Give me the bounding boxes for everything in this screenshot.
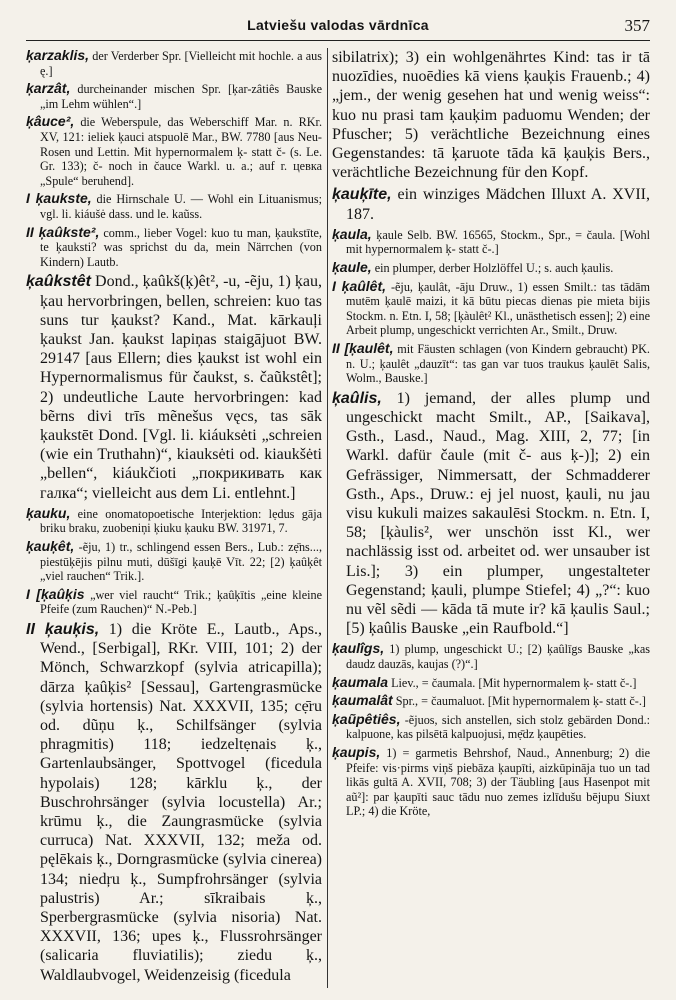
- dictionary-entry-kaukis: [26, 587, 322, 617]
- dictionary-entry-kaumalat: [332, 693, 650, 709]
- dictionary-entry-karzaklis: [26, 48, 322, 78]
- entry-headword: ķaupis,: [332, 743, 381, 760]
- entry-definition: -ẽju, ķaulât, -āju Druw., 1) essen Smilt.: tas tādām mutēm ķaulē maizi, it kā būtu piecas dienas pie mieta bijis Stockm. n. Etn. I, 58; [ķàulêt² Kl., unästhetisch essen]; 2) eine Arbeit plump, ungeschickt verrichten Ar., Smilt., Druw.: [346, 279, 650, 338]
- entry-headword: ķarzât,: [26, 80, 71, 97]
- entry-definition: 1) die Kröte E., Lautb., Aps., Wend., [Serbigal], RKr. VIII, 101; 2) der Mönch, Schwarzkopf (sylvia atricapilla); dārza ķaûķis² [Sessau], Gartengrasmücke (sylvia hortensis) Nat. XXXVII, 135; cẹ̄ru od. dũņu ķ., Schilfsänger (sylvia phragmitis) 118; iedzeltẹnais ķ., Gartenlaubsänger, Spottvogel (ficedula hypolais) 128; kārklu ķ., der Buschrohrsänger (sylvia locustella) Ar.; krūmu ķ., die Zaungrasmücke (sylvia curruca) Nat. XXXVII, 132; meža od. pęlēkais ķ., Dorngrasmücke (sylvia cinerea) 134; niedŗu ķ., Sumpfrohrsänger (sylvia palustris) Ar.; sīkraibais ķ., Sperbergrasmücke (sylvia nisoria) Nat. XXXVII, 136; upes ķ., Flussrohrsänger (salicaria fluviatilis); ziedu ķ., Waldlaubvogel, Weidenzeisig (ficedula: [40, 620, 322, 984]
- dictionary-entry-kaukis2: [26, 620, 322, 985]
- entry-headword: ķarzaklis,: [26, 48, 90, 63]
- entry-definition: die Weberspule, das Weberschiff Mar. n. RKr. XV, 121: ieliek ķauci atspuolē Mar., BW. 7780 [aus Neu-Rosen und Lettin. Mit hypernormalem ķ- statt č- (s. Le. Gr. 133); č- noch in čauce Warkl. u. a.; auf r. цевка „Spule“ beruhend].: [40, 115, 322, 188]
- entry-headword: ķaũpêtiês,: [332, 710, 401, 727]
- entry-definition: durcheinander mischen Spr. [ķar-zâtiês Bauske „im Lehm wühlen“.]: [40, 82, 322, 111]
- entry-definition: ein winziges Mädchen Illuxt A. XVII, 187.: [346, 186, 650, 223]
- dictionary-entry-kauligs: [332, 641, 650, 671]
- entry-headword: ķâuce²,: [26, 113, 75, 130]
- dictionary-entry-kauce: [26, 114, 322, 188]
- running-title: Latviešu valodas vārdnīca: [247, 17, 429, 33]
- entry-headword: ķaule,: [332, 259, 372, 276]
- entry-definition: „wer viel raucht“ Trik.; ķaûķītis „eine kleine Pfeife (zum Rauchen)“ N.-Peb.]: [40, 587, 322, 617]
- dictionary-entry-kaukite: [332, 185, 650, 223]
- entry-definition: Liev., = čaumala. [Mit hypernormalem ķ- statt č-.]: [388, 675, 637, 690]
- entry-headword: ķaûlis,: [332, 389, 382, 407]
- entry-definition: sibilatrix); 3) ein wohlgenährtes Kind: tas ir tā nuozīdies, nuoēdies kā viens ķauķis Frauenb.; 4) „jem., der wenig gesehen hat und wenig weiss“: kuo nu prasi tam ķauķim paduomu Wenden; der Pfuscher; 5) verächtliche Bezeichnung eines Gegenstandes: tā ķaruote tāda kā ķauķis Bers., verächtliche Bezeichnung für den Kopf.: [332, 49, 650, 182]
- entry-headword: I ķaukste,: [26, 190, 92, 207]
- dictionary-entry-kaukste2: [26, 225, 322, 270]
- entry-definition: -ẽjuos, sich anstellen, sich stolz gebärden Dond.: kalpuone, kas pilsētā kalpuojusi, mẹ̄dz ķaupēties.: [346, 712, 650, 742]
- entry-headword: ķaumalât: [332, 692, 393, 709]
- entry-definition: comm., lieber Vogel: kuo tu man, ķaukstīte, te ķauksti? was sprichst du da, mein Närrchen (von Kindern) Lautb.: [40, 225, 322, 269]
- entry-headword: ķauķêt,: [26, 537, 75, 554]
- dictionary-entry-kaula: [332, 227, 650, 257]
- entry-headword: I [ķaûķis: [26, 585, 85, 602]
- dictionary-page: [26, 16, 650, 988]
- entry-definition: ķaule Selb. BW. 16565, Stockm., Spr., = čaula. [Wohl mit hypernormalem ķ- statt č-.]: [346, 227, 650, 257]
- entry-definition: der Verderber Spr. [Vielleicht mit hochle. a aus ę.]: [40, 49, 322, 78]
- dictionary-entry-kaulet: [332, 279, 650, 338]
- entry-headword: ķauku,: [26, 504, 71, 521]
- entry-definition: ein plumper, derber Holzlöffel U.; s. auch ķaulis.: [371, 261, 614, 276]
- entry-definition: -ẽju, 1) tr., schlingend essen Bers., Lub.: zẹ̄ns..., piestūķējis pilnu muti, dūšīgi ķauķē Vīt. 22; [2) ķaûķêt „viel rauchen“ Trik.].: [40, 539, 322, 584]
- entry-headword: II [ķaulêt,: [332, 339, 394, 356]
- entry-headword: II ķauķis,: [26, 620, 100, 638]
- entry-definition: mit Fäusten schlagen (von Kindern gebraucht) PK. n. U.; ķaulêt „dauzīt“: tas gan var tuos traukus ķaulēt Salis, Wolm., Bauske.]: [346, 341, 650, 386]
- entry-headword: II ķaûkste²,: [26, 223, 100, 240]
- entry-headword: ķaulîgs,: [332, 640, 385, 657]
- entry-headword: ķaula,: [332, 225, 372, 242]
- page-header: [26, 16, 650, 41]
- entry-definition: Dond., ķaûkš(ķ)êt², -u, -ẽju, 1) ķau, ķau hervorbringen, bellen, schreien: kuo tas suns tur ķaukst? Kand., Mat. kārkauļi ķaukst Jan. ķaukst lapiņas staigājuot BW. 29147 [aus Ellern; dies ķaukst ist wohl ein Hypernormalismus für čaukst, s. čaũkstêt]; 2) undeutliche Laute hervorbringen: kad bẽrns divi trīs mẽnešus vęcs, tas sāk ķaukstēt Dond. [Vgl. li. kiáuksėti „schreien (wie ein Truthahn)“, kiauksėti od. kiaukšėti „bellen“, kiáukčioti „покрикивать как галка“; vielleicht aus dem Li. entlehnt.]: [40, 273, 322, 502]
- entry-headword: ķauķīte,: [332, 186, 392, 204]
- dictionary-entry-karzat: [26, 81, 322, 111]
- dictionary-entry-kaulet2: [332, 341, 650, 386]
- column-divider: [327, 48, 328, 988]
- dictionary-entry-kaule: [332, 260, 650, 276]
- entry-definition: die Hirnschale U. — Wohl ein Lituanismus; vgl. li. kiáušė dass. und le. kaũss.: [40, 192, 322, 221]
- entry-definition: eine onomatopoetische Interjektion: lẹdus gāja briku braku, zuobeniņi ķiuku ķauku BW. 31971, 7.: [40, 506, 322, 536]
- dictionary-entry-kaumala: [332, 675, 650, 691]
- text-columns: [26, 48, 650, 988]
- dictionary-entry-kauket: [26, 539, 322, 584]
- entry-headword: ķaumala: [332, 673, 389, 690]
- left-column: [26, 48, 322, 988]
- entry-headword: ķaûkstêt: [26, 273, 91, 291]
- dictionary-entry-kaukis2-cont: [332, 48, 650, 182]
- entry-definition: 1) jemand, der alles plump und ungeschickt macht Smilt., AP., [Saikava], Gsth., Lasd., Naud., Mag. XIII, 2, 77; [in Warkl. dafür čaule (mit č- aus ķ-)]; 2) ein Gefrässiger, Nimmersatt, der Schmadderer Gsth., Aps., Druw.: ej jel nuost, ķauli, nu jau visu kukuli maizes sakaulēsi Stockm. n. Etn. I, 58; [ķàulis², wer unschön isst Kl., wer nachlässig isst od. arbeitet od. wer unsauber ist Lis.]; 3) ein plumper, ungestalteter Gegenstand; ķauli, plumpe Stiefel; 4) „?“: kuo nu vẽl sẽdi — kāda tā mute ir? kā ķaulis Saul.; [5) ķaûlis Bauske „ein Raufbold.“]: [346, 389, 650, 638]
- dictionary-entry-kaupeties: [332, 712, 650, 742]
- entry-definition: 1) = garmetis Behrshof, Naud., Annenburg; 2) die Pfeife: vis·pirms viņš piebāza ķaupīti, aizkūpināja tuo un tad likās gultā A. XVII, 708; 3) der Täubling [aus Hasenpot mit aũ²]: par ķaupīti sauc tādu nuo zemes izlīdušu bējupu Siuxt LP.; 4) die Kröte,: [346, 745, 650, 819]
- entry-headword: I ķaûlêt,: [332, 277, 387, 294]
- dictionary-entry-kaulis: [332, 389, 650, 639]
- dictionary-entry-kaupis: [332, 745, 650, 819]
- dictionary-entry-kaukste: [26, 191, 322, 221]
- right-column: [332, 48, 650, 988]
- entry-definition: Spr., = čaumaluot. [Mit hypernormalem ķ- statt č-.]: [392, 694, 646, 709]
- dictionary-entry-kaukstet: [26, 272, 322, 502]
- dictionary-entry-kauku: [26, 506, 322, 536]
- entry-definition: 1) plump, ungeschickt U.; [2) ķaûlīgs Bauske „kas daudz dauzās, kaujas (?)“.]: [346, 642, 650, 671]
- page-number: 357: [624, 16, 650, 35]
